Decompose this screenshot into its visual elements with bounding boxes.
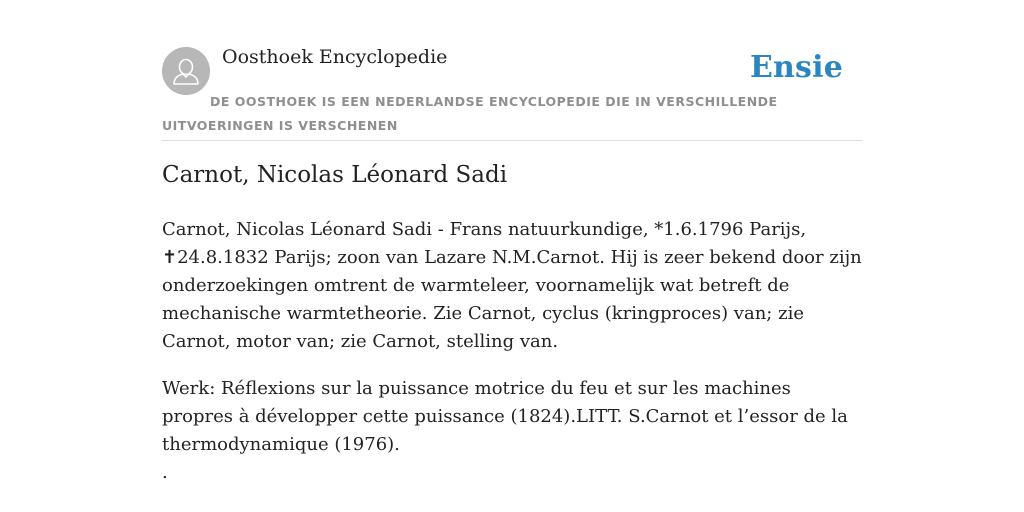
- site-header: [162, 0, 862, 141]
- avatar-graphic: [162, 47, 210, 95]
- site-title[interactable]: Oosthoek Encyclopedie: [222, 46, 448, 68]
- page-container: [162, 0, 862, 483]
- article-paragraph: Werk: Réflexions sur la puissance motrice du feu et sur les machines propres à développer cette puissance (1824).LITT. S.Carnot et l’essor de la thermodynamique (1976).: [162, 378, 848, 455]
- brand-logo-link[interactable]: Ensie: [749, 50, 843, 85]
- article-paragraph: .: [162, 462, 168, 483]
- article-body: [162, 216, 862, 487]
- user-avatar-icon[interactable]: [162, 47, 210, 95]
- article-paragraph: Carnot, Nicolas Léonard Sadi - Frans natuurkundige, *1.6.1796 Parijs, ✝24.8.1832 Parijs; zoon van Lazare N.M.Carnot. Hij is zeer bekend door zijn onderzoekingen omtrent de warmteleer, voornamelijk wat betreft de mechanische warmtetheorie. Zie Carnot, cyclus (kringproces) van; zie Carnot, motor van; zie Carnot, stelling van.: [162, 219, 862, 352]
- site-tagline: DE OOSTHOEK IS EEN NEDERLANDSE ENCYCLOPEDIE DIE IN VERSCHILLENDE UITVOERINGEN IS VERSCHENEN: [162, 94, 778, 133]
- article-title: Carnot, Nicolas Léonard Sadi: [162, 162, 508, 188]
